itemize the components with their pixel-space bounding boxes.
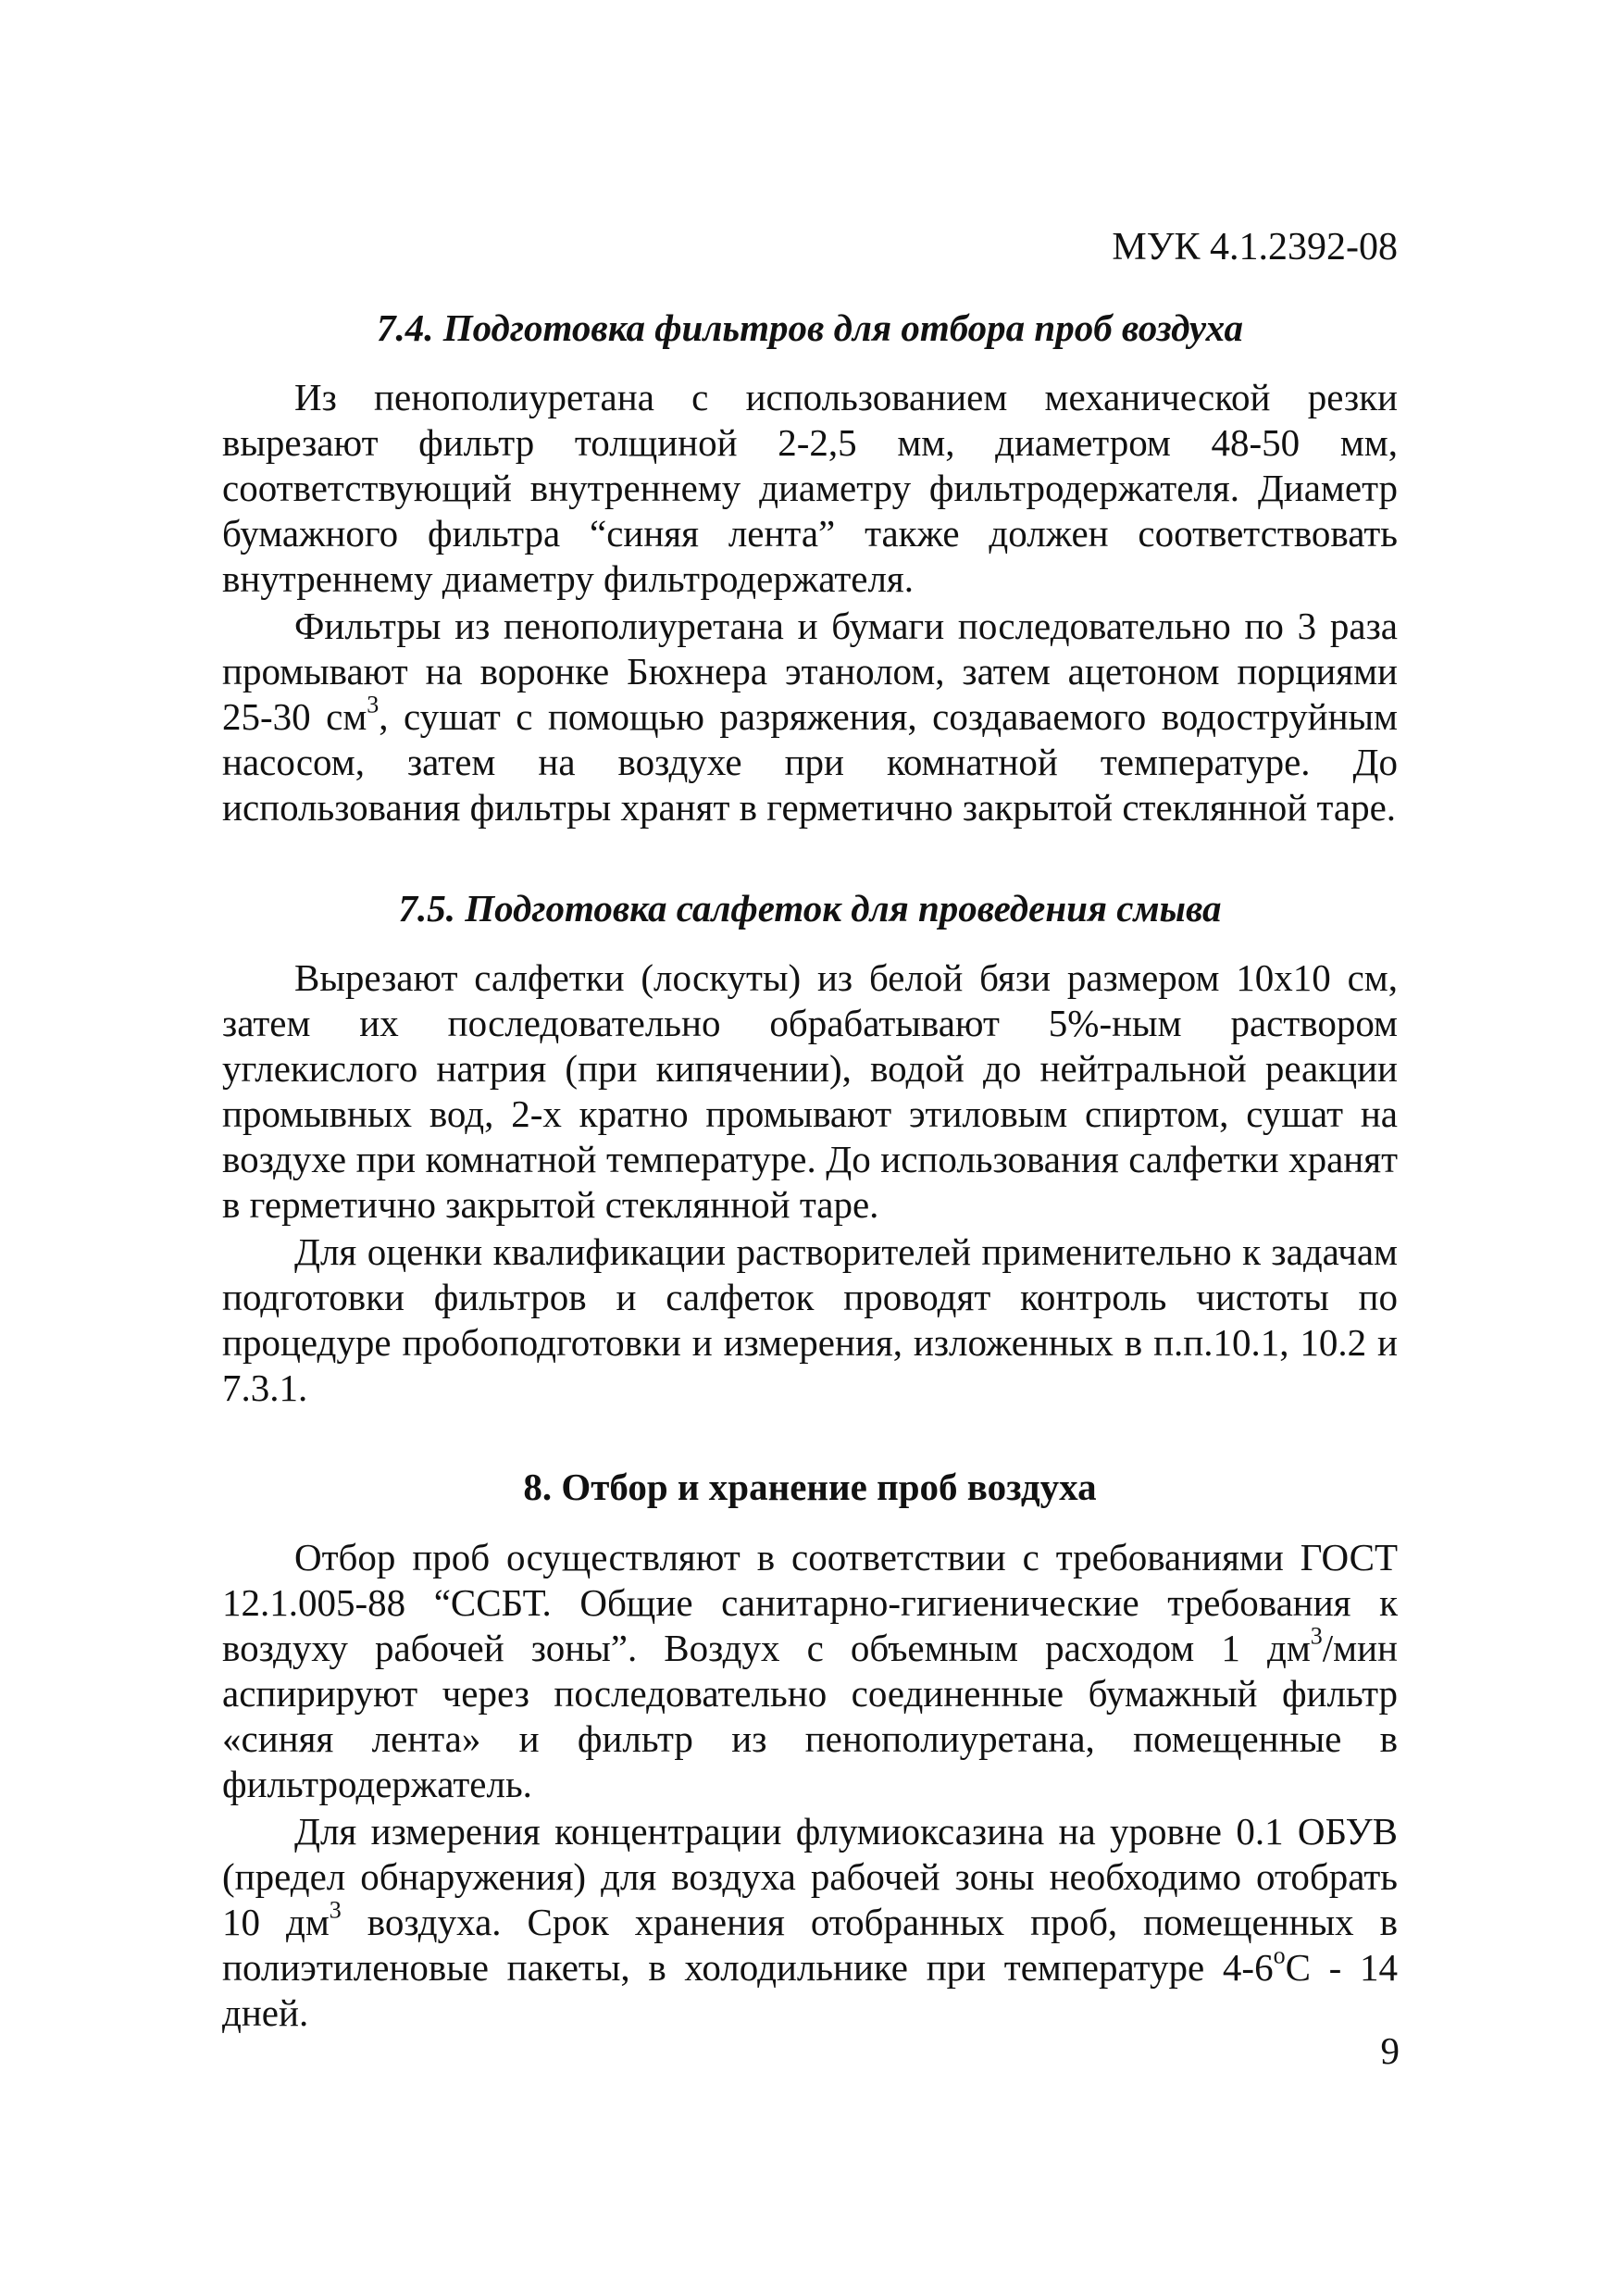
section-8-paragraph-2-superscript-2: о [1273,1940,1286,1968]
section-8-paragraph-2-text-a: Для измерения концентрации флумиоксазина на уровне 0.1 ОБУВ (предел обнаружения) для воздуха рабочей зоны необходимо отобрать 10 дм [222,1809,1398,1943]
section-8-paragraph-1 [222,1535,1398,1807]
section-8-paragraph-2-text-b: воздуха. Срок хранения отобранных проб, помещенных в полиэтиленовые пакеты, в холодильнике при температуре 4-6 [222,1900,1398,1989]
section-8-heading: 8. Отбор и хранение проб воздуха [523,1466,1097,1509]
section-8-paragraph-1-superscript: 3 [1310,1621,1323,1649]
section-8-paragraph-2-superscript-1: 3 [329,1895,342,1923]
section-8-paragraph-2-text-c: С - 14 дней. [222,1945,1398,2034]
section-7-5-paragraph-2: Для оценки квалификации растворителей применительно к задачам подготовки фильтров и салфеток проводят контроль чистоты по процедуре пробоподготовки и измерения, изложенных в п.п.10.1, 10.2 и 7.3.1. [222,1230,1398,1410]
document-code: МУК 4.1.2392-08 [1112,226,1398,268]
section-7-4-paragraph-1: Из пенополиуретана с использованием механической резки вырезают фильтр толщиной 2-2,5 мм, диаметром 48-50 мм, соответствующий внутреннему диаметру фильтродержателя. Диаметр бумажного фильтра “синяя лента” также должен соответствовать внутреннему диаметру фильтродержателя. [222,376,1398,601]
section-7-5-paragraph-1: Вырезают салфетки (лоскуты) из белой бязи размером 10x10 см, затем их последовательно обрабатывают 5%-ным раствором углекислого натрия (при кипячении), водой до нейтральной реакции промывных вод, 2-х кратно промывают этиловым спиртом, сушат на воздухе при комнатной температуре. До использования салфетки хранят в герметично закрытой стеклянной таре. [222,956,1398,1227]
section-7-4-paragraph-2-text-a: Фильтры из пенополиуретана и бумаги последовательно по 3 раза промывают на воронке Бюхнера этанолом, затем ацетоном порциями 25-30 см [222,605,1398,739]
section-7-5-heading: 7.5. Подготовка салфеток для проведения смыва [398,887,1222,930]
section-7-4-paragraph-2-text-b: , сушат с помощью разряжения, создаваемого водоструйным насосом, затем на воздухе при комнатной температуре. До использования фильтры хранят в герметично закрытой стеклянной таре. [222,695,1399,830]
section-8-paragraph-2 [222,1809,1398,2036]
section-spacer [222,1411,1398,1465]
page-number: 9 [1380,2029,1400,2072]
section-7-4-paragraph-2-superscript: 3 [367,691,380,718]
section-spacer [222,830,1398,886]
document-body [222,306,1398,2036]
section-7-4-paragraph-2 [222,604,1398,830]
section-7-4-heading: 7.4. Подготовка фильтров для отбора проб воздуха [376,306,1244,349]
section-8-paragraph-1-text-a: Отбор проб осуществляют в соответствии с требованиями ГОСТ 12.1.005-88 “ССБТ. Общие санитарно-гигиенические требования к воздуху рабочей зоны”. Воздух с объемным расходом 1 дм [222,1535,1398,1669]
section-8-paragraph-1-text-b: /мин аспирируют через последовательно соединенные бумажный фильтр «синяя лента» и фильтр из пенополиуретана, помещенные в фильтродержатель. [222,1626,1398,1805]
